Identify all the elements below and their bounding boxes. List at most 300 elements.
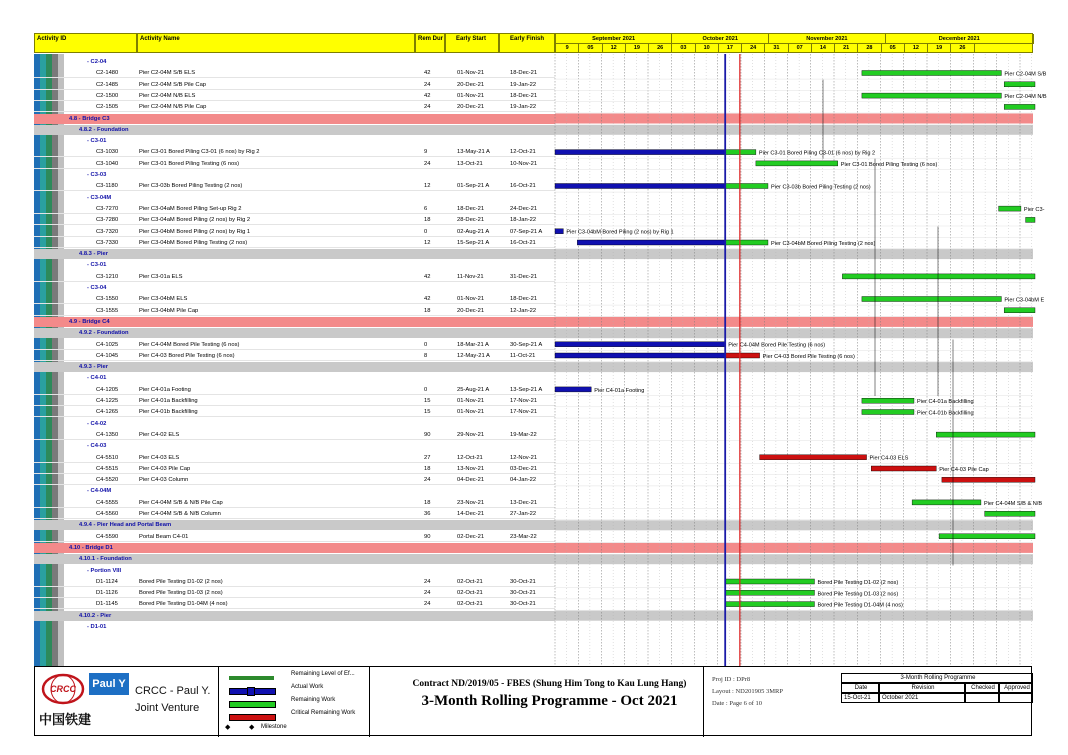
activity-id-cell: D1-1124: [96, 578, 118, 585]
column-header-activity-id[interactable]: [34, 33, 137, 53]
wbs-band-section[interactable]: [34, 362, 555, 372]
wbs-band-gantt: [555, 520, 1033, 530]
early-finish-cell: 30-Oct-21: [510, 590, 536, 597]
group-header-row[interactable]: [34, 193, 555, 203]
activity-name-cell: Pier C4-01a Footing: [139, 386, 191, 393]
gantt-bar-actual: [555, 353, 725, 358]
bar-label: Pier C4-01a Footing: [594, 387, 645, 394]
header-label: Early Finish: [510, 36, 545, 42]
activity-name-cell: Pier C3-01 Bored Piling C3-01 (6 nos) by Rig 2: [139, 149, 260, 156]
gantt-bar-remaining: [862, 297, 1002, 302]
activity-row[interactable]: [34, 340, 555, 350]
early-start-cell: 14-Dec-21: [457, 511, 485, 517]
early-start-cell: 01-Nov-21: [457, 398, 485, 404]
bar-label: Pier C4-04M S/B & N/B: [983, 500, 1043, 507]
week-label: 07: [789, 44, 812, 53]
legend-label: Remaining Level of Ef...: [291, 671, 355, 677]
wbs-band-section[interactable]: [34, 554, 555, 564]
column-header-early-finish[interactable]: [499, 33, 555, 53]
activity-row[interactable]: [34, 385, 555, 395]
activity-id-cell: C4-5555: [96, 499, 119, 506]
early-start-cell: 01-Nov-21: [457, 296, 485, 303]
week-label: 28: [858, 44, 881, 53]
early-finish-cell: 27-Jan-22: [510, 511, 537, 517]
group-header-row[interactable]: [34, 441, 555, 451]
bar-label: Pier C3-04bM E: [1004, 297, 1045, 304]
activity-id-cell: D1-1145: [96, 601, 118, 608]
activity-name-cell: Portal Beam C4-01: [139, 533, 189, 540]
early-start-cell: 25-Aug-21 A: [457, 386, 490, 393]
gantt-bar-remaining: [842, 274, 1035, 279]
activity-name-cell: Pier C3-04bM Bored Piling (2 nos) by Rig 1: [139, 228, 251, 235]
group-header-row[interactable]: [34, 136, 555, 146]
wbs-band-gantt: [555, 554, 1033, 564]
activity-name-cell: Pier C3-03b Bored Piling Testing (2 nos): [139, 183, 243, 190]
wbs-label: 4.10 - Bridge D1: [69, 544, 113, 551]
legend-swatch-loe: [229, 676, 274, 680]
wbs-band-gantt: [555, 249, 1033, 259]
early-start-cell: 20-Dec-21: [457, 81, 485, 88]
early-start-cell: 18-Dec-21: [457, 205, 485, 212]
month-label: November 2021: [769, 34, 885, 44]
activity-name-cell: Pier C3-04bM Pile Cap: [139, 307, 199, 314]
early-finish-cell: 18-Dec-21: [510, 92, 538, 99]
group-label: - C4-01: [87, 375, 107, 382]
early-start-cell: 01-Nov-21: [457, 92, 485, 99]
activity-id-cell: C3-7320: [96, 228, 119, 235]
activity-row[interactable]: [34, 430, 555, 440]
group-label: - C4-02: [87, 420, 107, 427]
early-finish-cell: 17-Nov-21: [510, 409, 538, 416]
early-finish-cell: 13-Sep-21 A: [510, 386, 543, 393]
wbs-band-gantt: [555, 114, 1033, 124]
early-start-cell: 02-Oct-21: [457, 578, 483, 585]
gantt-bar-remaining: [912, 500, 981, 505]
activity-name-cell: Pier C3-01 Bored Piling Testing (6 nos): [139, 160, 240, 167]
activity-row[interactable]: [34, 80, 555, 90]
activity-row[interactable]: [34, 227, 555, 237]
week-label: 12: [603, 44, 626, 53]
early-start-cell: 18-Mar-21 A: [457, 341, 489, 348]
early-start-cell: 20-Dec-21: [457, 104, 485, 111]
legend: [218, 667, 370, 737]
early-finish-cell: 31-Dec-21: [510, 273, 538, 280]
activity-id-cell: C4-1045: [96, 352, 119, 359]
activity-name-cell: Pier C2-04M N/B ELS: [139, 92, 196, 99]
early-finish-cell: 18-Dec-21: [510, 296, 538, 303]
early-finish-cell: 18-Dec-21: [510, 70, 538, 77]
contract-title: Contract ND/2019/05 - FBES (Shung Him Tong to Kau Lung Hang): [412, 679, 687, 689]
rem-dur-cell: 18: [424, 307, 431, 314]
week-label: 17: [719, 44, 742, 53]
early-finish-cell: 16-Oct-21: [510, 239, 536, 246]
gantt-bar-remaining: [725, 240, 768, 245]
early-finish-cell: 17-Nov-21: [510, 398, 538, 404]
activity-row[interactable]: [34, 238, 555, 248]
rem-dur-cell: 42: [424, 273, 431, 280]
week-label: 26: [649, 44, 672, 53]
activity-row[interactable]: [34, 464, 555, 474]
wbs-band-bridge[interactable]: [34, 543, 555, 553]
early-start-cell: 28-Dec-21: [457, 217, 485, 224]
revision-header-revision: Revision: [879, 683, 965, 693]
activity-name-cell: Pier C4-01b Backfilling: [139, 409, 198, 416]
jv-name-line1: CRCC - Paul Y.: [135, 685, 211, 697]
early-finish-cell: 30-Oct-21: [510, 578, 536, 585]
column-header-early-start[interactable]: [445, 33, 499, 53]
rem-dur-cell: 0: [424, 228, 428, 235]
rem-dur-cell: 15: [424, 398, 431, 404]
activity-row[interactable]: [34, 294, 555, 304]
rem-dur-cell: 42: [424, 70, 431, 77]
group-header-row[interactable]: [34, 57, 555, 67]
rem-dur-cell: 24: [424, 578, 431, 585]
gantt-bar-remaining: [985, 511, 1035, 516]
group-label: - C4-03: [87, 443, 107, 450]
gantt-bar-critical: [760, 455, 867, 460]
group-label: - C3-01: [87, 262, 107, 269]
activity-row[interactable]: [34, 532, 555, 542]
gantt-bar-remaining: [725, 184, 768, 189]
week-label: 03: [672, 44, 695, 53]
rem-dur-cell: 18: [424, 465, 431, 472]
activity-id-cell: C2-1480: [96, 70, 119, 77]
group-header-row[interactable]: [34, 486, 555, 496]
activity-row[interactable]: [34, 215, 555, 225]
rem-dur-cell: 27: [424, 454, 431, 461]
rem-dur-cell: 12: [424, 239, 431, 246]
wbs-band-foundation[interactable]: [34, 125, 555, 135]
activity-row[interactable]: [34, 498, 555, 508]
activity-id-cell: C4-5510: [96, 454, 119, 461]
week-label: 05: [882, 44, 905, 53]
activity-row[interactable]: [34, 204, 555, 214]
week-label: 26: [951, 44, 974, 53]
legend-swatch-actual-mark: [247, 687, 255, 696]
gantt-bar-remaining: [725, 150, 756, 155]
early-start-cell: 02-Dec-21: [457, 533, 485, 540]
legend-swatch-remaining: [229, 701, 276, 708]
wbs-label: 4.10.2 - Pier: [79, 612, 112, 619]
revision-header-approved: Approved: [999, 683, 1033, 693]
activity-name-cell: Bored Pile Testing D1-04M (4 nos): [139, 601, 228, 608]
activity-name-cell: Pier C3-04aM Bored Piling Set-up Rig 2: [139, 205, 242, 212]
wbs-band-bridge[interactable]: [34, 114, 555, 124]
early-start-cell: 20-Dec-21: [457, 307, 485, 314]
activity-row[interactable]: [34, 306, 555, 316]
gantt-bar-actual: [555, 229, 563, 234]
revision-table: [841, 673, 1033, 705]
bar-label: Pier C2-04M N/B: [1004, 94, 1047, 101]
group-label: - C3-03: [87, 172, 107, 178]
activity-id-cell: C3-1555: [96, 307, 119, 314]
crcc-logo: [41, 673, 85, 705]
revision-checked: [965, 693, 999, 703]
activity-id-cell: C4-1350: [96, 431, 119, 438]
activity-row[interactable]: [34, 407, 555, 417]
activity-name-cell: Pier C3-01a ELS: [139, 273, 183, 280]
page-info: Date : Page 6 of 10: [712, 700, 763, 707]
early-start-cell: 13-Nov-21: [457, 465, 485, 472]
wbs-label: 4.8.3 - Pier: [79, 251, 109, 258]
group-header-row[interactable]: [34, 373, 555, 383]
rem-dur-cell: 42: [424, 92, 431, 99]
column-header-activity-name[interactable]: [137, 33, 415, 53]
month-label: December 2021: [886, 34, 1035, 44]
activity-table: [34, 54, 555, 666]
activity-id-cell: C3-7330: [96, 239, 119, 246]
week-label: 31: [765, 44, 788, 53]
early-finish-cell: 07-Sep-21 A: [510, 228, 543, 235]
group-header-row[interactable]: [34, 566, 555, 576]
bar-label: Pier C4-03 Bored Pile Testing (6 nos): [762, 354, 855, 360]
bar-label: Pier C3-03b Bored Piling Testing (2 nos): [770, 184, 871, 191]
wbs-band-section[interactable]: [34, 520, 555, 530]
activity-row[interactable]: [34, 102, 555, 112]
activity-id-cell: C3-1550: [96, 296, 119, 303]
gantt-bar-remaining: [939, 534, 1035, 539]
wbs-band-foundation[interactable]: [34, 328, 555, 338]
week-label: 12: [905, 44, 928, 53]
early-start-cell: 13-May-21 A: [457, 149, 490, 156]
gantt-bar-remaining: [725, 579, 814, 584]
early-start-cell: 15-Sep-21 A: [457, 239, 490, 246]
rem-dur-cell: 24: [424, 477, 431, 484]
header-label: Activity Name: [140, 36, 180, 42]
activity-id-cell: C3-1040: [96, 160, 119, 167]
rem-dur-cell: 36: [424, 511, 431, 517]
gantt-bar-remaining: [725, 590, 814, 595]
header-label: Early Start: [456, 36, 487, 42]
revision-date: 15-Oct-21: [841, 693, 879, 703]
timescale-header: [555, 33, 1033, 53]
activity-name-cell: Pier C2-04M S/B ELS: [139, 70, 196, 77]
activity-name-cell: Pier C2-04M S/B Pile Cap: [139, 81, 207, 88]
group-header-row[interactable]: [34, 419, 555, 429]
legend-swatch-critical: [229, 714, 276, 721]
early-finish-cell: 19-Jan-22: [510, 104, 537, 111]
early-finish-cell: 12-Nov-21: [510, 454, 538, 461]
early-finish-cell: 12-Oct-21: [510, 149, 536, 156]
legend-label: Actual Work: [291, 684, 324, 690]
rem-dur-cell: 18: [424, 499, 431, 506]
early-start-cell: 29-Nov-21: [457, 431, 485, 438]
rem-dur-cell: 9: [424, 149, 428, 156]
activity-name-cell: Pier C3-04bM Bored Piling Testing (2 nos): [139, 239, 248, 246]
rem-dur-cell: 42: [424, 296, 431, 303]
bar-label: Pier C4-01a Backfilling: [916, 399, 974, 406]
month-label: October 2021: [672, 34, 769, 44]
rem-dur-cell: 18: [424, 217, 431, 224]
group-header-row[interactable]: [34, 170, 555, 180]
early-start-cell: 01-Nov-21: [457, 70, 485, 77]
bar-label: Pier C3-04bM Bored Piling Testing (2 nos): [770, 241, 876, 247]
gantt-bar-remaining: [999, 206, 1021, 211]
activity-name-cell: Pier C4-03 Bored Pile Testing (6 nos): [139, 352, 235, 359]
group-label: - C3-04M: [87, 194, 112, 201]
activity-row[interactable]: [34, 509, 555, 519]
early-start-cell: 02-Oct-21: [457, 590, 483, 597]
milestone-icon: ◆: [225, 724, 231, 731]
rem-dur-cell: 24: [424, 160, 431, 167]
activity-id-cell: C2-1500: [96, 92, 119, 99]
activity-row[interactable]: [34, 351, 555, 361]
wbs-band-gantt: [555, 543, 1033, 553]
rem-dur-cell: 6: [424, 205, 428, 212]
bar-label: Pier C4-03 ELS: [869, 455, 909, 462]
activity-row[interactable]: [34, 475, 555, 485]
rem-dur-cell: 12: [424, 183, 431, 190]
layout-name: Layout : ND201905 3MRP: [712, 688, 783, 695]
group-label: - C3-01: [87, 138, 107, 145]
gantt-bar-remaining: [862, 93, 1002, 98]
wbs-label: 4.8 - Bridge C3: [69, 115, 110, 122]
group-header-row[interactable]: [34, 260, 555, 270]
gantt-bar-remaining: [1004, 82, 1035, 87]
activity-name-cell: Pier C4-03 Pile Cap: [139, 465, 191, 472]
early-start-cell: 02-Oct-21: [457, 601, 483, 608]
activity-id-cell: C4-1025: [96, 341, 119, 348]
rem-dur-cell: 0: [424, 386, 428, 393]
early-start-cell: 12-May-21 A: [457, 352, 490, 359]
legend-label: Critical Remaining Work: [291, 710, 356, 716]
gantt-bar-remaining: [862, 410, 914, 415]
activity-row[interactable]: [34, 577, 555, 587]
wbs-band-section[interactable]: [34, 611, 555, 621]
early-finish-cell: 16-Oct-21: [510, 183, 536, 190]
rem-dur-cell: 24: [424, 601, 431, 608]
activity-id-cell: D1-1126: [96, 590, 118, 597]
early-start-cell: 13-Oct-21: [457, 160, 483, 167]
gantt-bar-critical: [725, 353, 759, 358]
group-label: - C2-04: [87, 59, 107, 65]
early-finish-cell: 30-Sep-21 A: [510, 341, 543, 348]
gantt-bar-remaining: [1004, 308, 1035, 313]
revision-approved: [999, 693, 1033, 703]
activity-row[interactable]: [34, 272, 555, 282]
activity-name-cell: Pier C4-03 ELS: [139, 454, 180, 461]
bar-label: Pier C4-01b Backfilling: [916, 410, 974, 417]
revision-table-title: 3-Month Rolling Programme: [841, 673, 1033, 683]
revision-name: October 2021: [879, 693, 965, 703]
activity-row[interactable]: [34, 147, 555, 157]
early-finish-cell: 19-Jan-22: [510, 81, 537, 88]
early-start-cell: 04-Dec-21: [457, 477, 485, 484]
activity-row[interactable]: [34, 396, 555, 406]
activity-row[interactable]: [34, 453, 555, 463]
bar-label: Pier C4-04M Bored Pile Testing (6 nos): [728, 342, 826, 349]
activity-id-cell: C4-5520: [96, 477, 119, 484]
week-label: 21: [835, 44, 858, 53]
activity-name-cell: Pier C4-03 Column: [139, 477, 189, 484]
activity-row[interactable]: [34, 181, 555, 191]
activity-row[interactable]: [34, 599, 555, 609]
gantt-bar-remaining: [862, 398, 914, 403]
gantt-bar-remaining: [862, 71, 1002, 76]
early-start-cell: 23-Nov-21: [457, 499, 485, 506]
early-start-cell: 11-Nov-21: [457, 273, 484, 280]
activity-id-cell: C4-1225: [96, 398, 119, 404]
activity-name-cell: Bored Pile Testing D1-02 (2 nos): [139, 578, 223, 585]
group-label: - D1-01: [87, 624, 107, 630]
bar-label: Pier C4-03 Pile Cap: [939, 467, 989, 473]
rem-dur-cell: 90: [424, 533, 431, 540]
rem-dur-cell: 24: [424, 81, 431, 88]
gantt-bar-remaining: [756, 161, 838, 166]
wbs-band-gantt: [555, 125, 1033, 135]
gantt-bar-remaining: [936, 432, 1035, 437]
activity-row[interactable]: [34, 91, 555, 101]
week-label: 14: [812, 44, 835, 53]
gantt-bar-actual: [555, 387, 591, 392]
header-label: Rem Dur: [418, 36, 444, 42]
wbs-label: 4.10.1 - Foundation: [79, 556, 132, 563]
early-start-cell: 02-Aug-21 A: [457, 228, 490, 235]
programme-title: 3-Month Rolling Programme - Oct 2021: [421, 693, 678, 709]
gantt-bar-remaining: [1026, 217, 1035, 222]
activity-id-cell: C3-1030: [96, 149, 119, 156]
column-header-rem-dur[interactable]: [415, 33, 445, 53]
activity-row[interactable]: [34, 588, 555, 598]
activity-row[interactable]: [34, 68, 555, 78]
early-finish-cell: 04-Jan-22: [510, 477, 537, 484]
early-finish-cell: 19-Mar-22: [510, 431, 537, 438]
milestone-icon: ◆: [249, 724, 255, 731]
wbs-band-bridge[interactable]: [34, 317, 555, 327]
activity-id-cell: C4-1265: [96, 409, 119, 416]
week-label: 10: [696, 44, 719, 53]
wbs-band-section[interactable]: [34, 249, 555, 259]
activity-id-cell: C2-1505: [96, 104, 119, 111]
rem-dur-cell: 90: [424, 431, 431, 438]
group-header-row[interactable]: [34, 622, 555, 632]
activity-name-cell: Pier C4-02 ELS: [139, 431, 180, 438]
activity-id-cell: C3-1210: [96, 273, 119, 280]
early-finish-cell: 13-Dec-21: [510, 499, 538, 506]
early-finish-cell: 10-Nov-21: [510, 160, 538, 167]
gantt-bar-actual: [577, 240, 725, 245]
rem-dur-cell: 24: [424, 104, 431, 111]
wbs-label: 4.9 - Bridge C4: [69, 318, 110, 325]
activity-name-cell: Bored Pile Testing D1-03 (2 nos): [139, 590, 223, 597]
proj-id: Proj ID : DPr8: [712, 676, 751, 683]
early-start-cell: 01-Nov-21: [457, 409, 485, 416]
early-finish-cell: 24-Dec-21: [510, 205, 538, 212]
gantt-bar-actual: [555, 342, 725, 347]
activity-name-cell: Pier C4-04M S/B & N/B Column: [139, 511, 221, 517]
group-label: - Portion VIII: [87, 567, 122, 574]
group-label: - C3-04: [87, 285, 107, 291]
gantt-bar-critical: [871, 466, 936, 471]
wbs-label: 4.9.3 - Pier: [79, 364, 109, 371]
revision-header-date: Date: [841, 683, 879, 693]
chinese-name: 中国铁建: [39, 712, 92, 727]
wbs-label: 4.8.2 - Foundation: [79, 126, 129, 133]
group-header-row[interactable]: [34, 283, 555, 293]
activity-id-cell: C2-1485: [96, 81, 119, 88]
activity-name-cell: Pier C3-04aM Bored Piling (2 nos) by Rig 2: [139, 217, 251, 224]
legend-label: Remaining Work: [291, 697, 336, 703]
bar-label: Pier C3-04bM Bored Piling (2 nos) by Rig 1: [566, 229, 674, 236]
bar-label: Pier C3-01 Bored Piling Testing (6 nos): [840, 161, 938, 168]
early-finish-cell: 11-Oct-21: [510, 352, 536, 359]
rem-dur-cell: 8: [424, 352, 428, 359]
activity-row[interactable]: [34, 159, 555, 169]
jv-name-line2: Joint Venture: [135, 702, 200, 714]
gantt-bar-actual: [555, 184, 725, 189]
early-finish-cell: 12-Jan-22: [510, 307, 537, 314]
week-label: 19: [928, 44, 951, 53]
